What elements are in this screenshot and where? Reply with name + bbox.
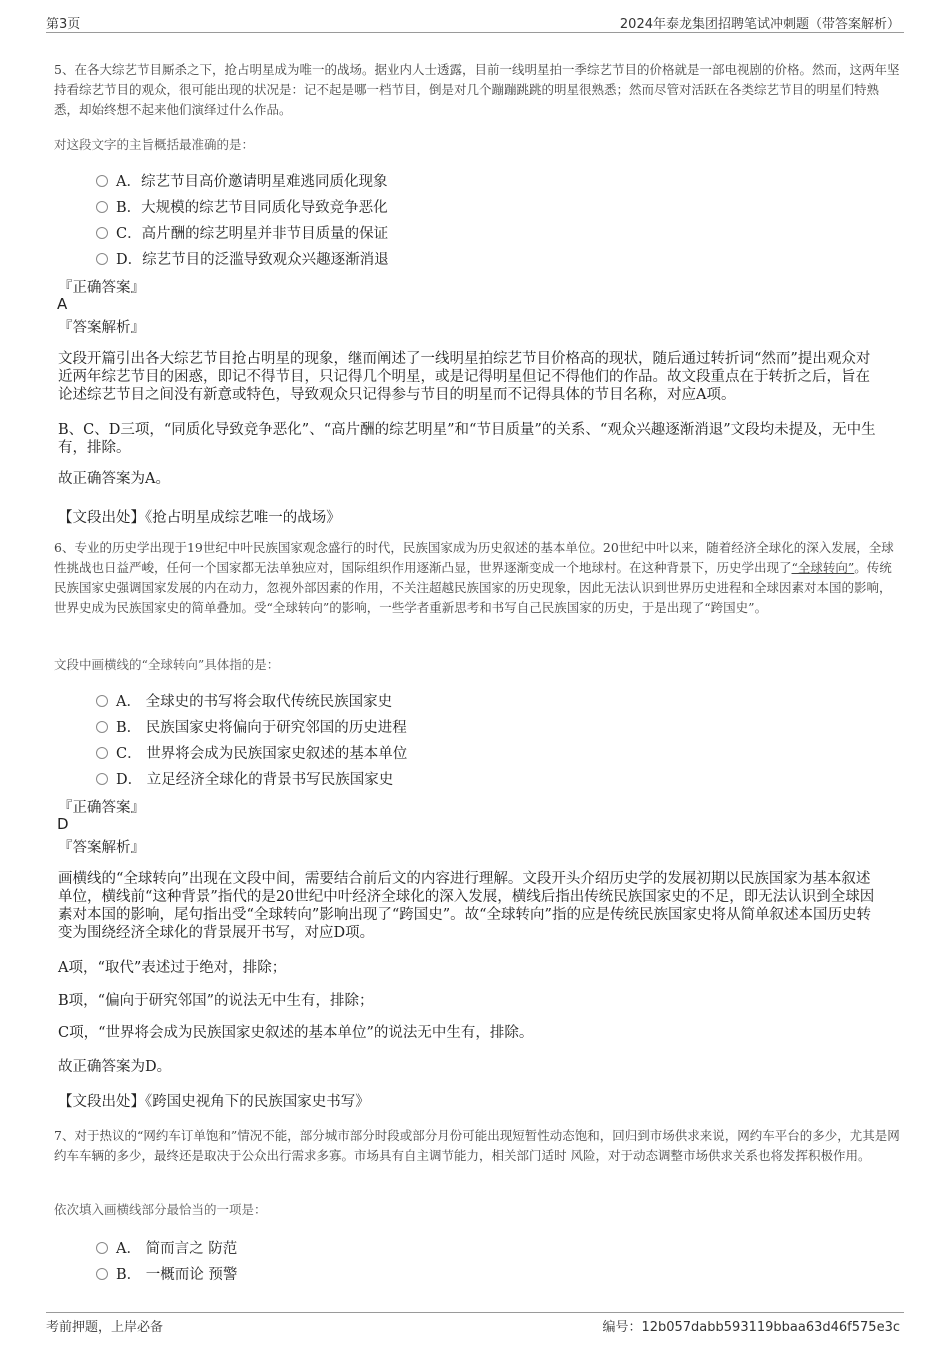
underlined-phrase: “全球转向” [791, 560, 855, 575]
question-7-prompt: 依次填入画横线部分最恰当的一项是： [54, 1202, 267, 1217]
question-5-answer-label: 『正确答案』 [58, 280, 145, 296]
question-5-option-d[interactable]: D．综艺节目的泛滥导致观众兴趣逐渐消退 [96, 248, 389, 269]
document-title: 2024年泰龙集团招聘笔试冲刺题（带答案解析） [619, 17, 900, 32]
radio-icon[interactable] [96, 253, 108, 265]
question-6-text: 6、专业的历史学出现于19世纪中叶民族国家观念盛行的时代，民族国家成为历史叙述的基本单位。20世纪中叶以来，随着经济全球化的深入发展，全球性挑战也日益严峻，任何一个国家都无法单独应对，国际组织作用逐渐凸显，世界逐渐变成一个地球村。在这种背景下，历史学出现了“全球转向”。传统民族国家史强调国家发展的内在动力，忽视外部因素的作用，不关注超越民族国家的历史现象，因此无法认识到世界历史进程和全球因素对本国的影响，世界史成为民族国家史的简单叠加。受“全球转向”的影响，一些学者重新思考和书写自己民族国家的历史，于是出现了“跨国史”。 [54, 540, 894, 615]
question-6-option-c[interactable]: C． 世界将会成为民族国家史叙述的基本单位 [96, 742, 407, 763]
question-6-analysis-3: B项，“偏向于研究邻国”的说法无中生有，排除； [58, 993, 374, 1009]
question-5-source: 【文段出处】《抢占明星成综艺唯一的战场》 [58, 510, 341, 526]
question-6-analysis-label: 『答案解析』 [58, 840, 145, 856]
radio-icon[interactable] [96, 721, 108, 733]
question-6-analysis-4: C项，“世界将会成为民族国家史叙述的基本单位”的说法无中生有，排除。 [58, 1025, 534, 1041]
question-6-analysis-2: A项，“取代”表述过于绝对，排除； [58, 960, 287, 976]
radio-icon[interactable] [96, 175, 108, 187]
question-7-option-b[interactable]: B． 一概而论 预警 [96, 1263, 237, 1284]
question-6-prompt: 文段中画横线的“全球转向”具体指的是： [54, 657, 280, 672]
question-5-analysis-3: 故正确答案为A。 [58, 471, 170, 487]
page-footer [46, 1312, 904, 1335]
question-5-option-b[interactable]: B．大规模的综艺节目同质化导致竞争恶化 [96, 196, 388, 217]
document-id: 编号：12b057dabb593119bbaa63d46f575e3c [602, 1320, 900, 1335]
question-6-answer-label: 『正确答案』 [58, 800, 145, 816]
radio-icon[interactable] [96, 773, 108, 785]
page-header [46, 10, 904, 33]
question-5-option-c[interactable]: C．高片酬的综艺明星并非节目质量的保证 [96, 222, 388, 243]
question-5-answer: A [57, 295, 68, 313]
radio-icon[interactable] [96, 201, 108, 213]
question-6-option-b[interactable]: B． 民族国家史将偏向于研究邻国的历史进程 [96, 716, 407, 737]
question-6-analysis-5: 故正确答案为D。 [58, 1059, 172, 1075]
question-6-option-a[interactable]: A． 全球史的书写将会取代传统民族国家史 [96, 690, 392, 711]
question-6-analysis-1: 画横线的“全球转向”出现在文段中间，需要结合前后文的内容进行理解。文段开头介绍历史学的发展初期以民族国家为基本叙述单位，横线前“这种背景”指代的是20世纪中叶经济全球化的深入发展，横线后指出传统民族国家史的不足，即无法认识到全球因素对本国的影响，尾句指出受“全球转向”影响出现了“跨国史”。故“全球转向”指的应是传统民族国家史将从简单叙述本国历史转变为围绕经济全球化的背景展开书写，对应D项。 [58, 871, 875, 941]
question-5-analysis-2: B、C、D三项，“同质化导致竞争恶化”、“高片酬的综艺明星”和“节目质量”的关系、“观众兴趣逐渐消退”文段均未提及，无中生有，排除。 [58, 422, 876, 456]
footer-slogan: 考前押题，上岸必备 [46, 1320, 164, 1335]
question-5-option-a[interactable]: A．综艺节目高价邀请明星难逃同质化现象 [96, 170, 387, 191]
question-7-text: 7、对于热议的“网约车订单饱和”情况不能，部分城市部分时段或部分月份可能出现短暂性动态饱和，回归到市场供求来说，网约车平台的多少，尤其是网约车车辆的多少，最终还是取决于公众出行需求多寡。市场具有自主调节能力，相关部门适时 风险，对于动态调整市场供求关系也将发挥积极作用。 [54, 1128, 900, 1163]
question-6-answer: D [57, 815, 69, 833]
question-5-analysis-label: 『答案解析』 [58, 320, 145, 336]
question-5-analysis-1: 文段开篇引出各大综艺节目抢占明星的现象，继而阐述了一线明星拍综艺节目价格高的现状，随后通过转折词“然而”提出观众对近两年综艺节目的困惑，即记不得节目，只记得几个明星，或是记得明星但记不得他们的作品。故文段重点在于转折之后，旨在论述综艺节目之间没有新意或特色，导致观众只记得参与节目的明星而不记得具体的节目名称，对应A项。 [58, 351, 871, 403]
question-5-prompt: 对这段文字的主旨概括最准确的是： [54, 137, 255, 152]
question-5-text: 5、在各大综艺节目厮杀之下，抢占明星成为唯一的战场。据业内人士透露，目前一线明星拍一季综艺节目的价格就是一部电视剧的价格。然而，这两年坚持看综艺节目的观众，很可能出现的状况是：记不起是哪一档节目，倒是对几个蹦蹦跳跳的明星很熟悉；然而尽管对活跃在各类综艺节目的明星们特熟悉，却始终想不起来他们演绎过什么作品。 [54, 62, 900, 117]
radio-icon[interactable] [96, 695, 108, 707]
radio-icon[interactable] [96, 747, 108, 759]
question-6-option-d[interactable]: D． 立足经济全球化的背景书写民族国家史 [96, 768, 393, 789]
radio-icon[interactable] [96, 1268, 108, 1280]
question-6-source: 【文段出处】《跨国史视角下的民族国家史书写》 [58, 1094, 370, 1110]
radio-icon[interactable] [96, 227, 108, 239]
question-7-option-a[interactable]: A． 简而言之 防范 [96, 1237, 237, 1258]
radio-icon[interactable] [96, 1242, 108, 1254]
page-number: 第3页 [46, 17, 81, 32]
